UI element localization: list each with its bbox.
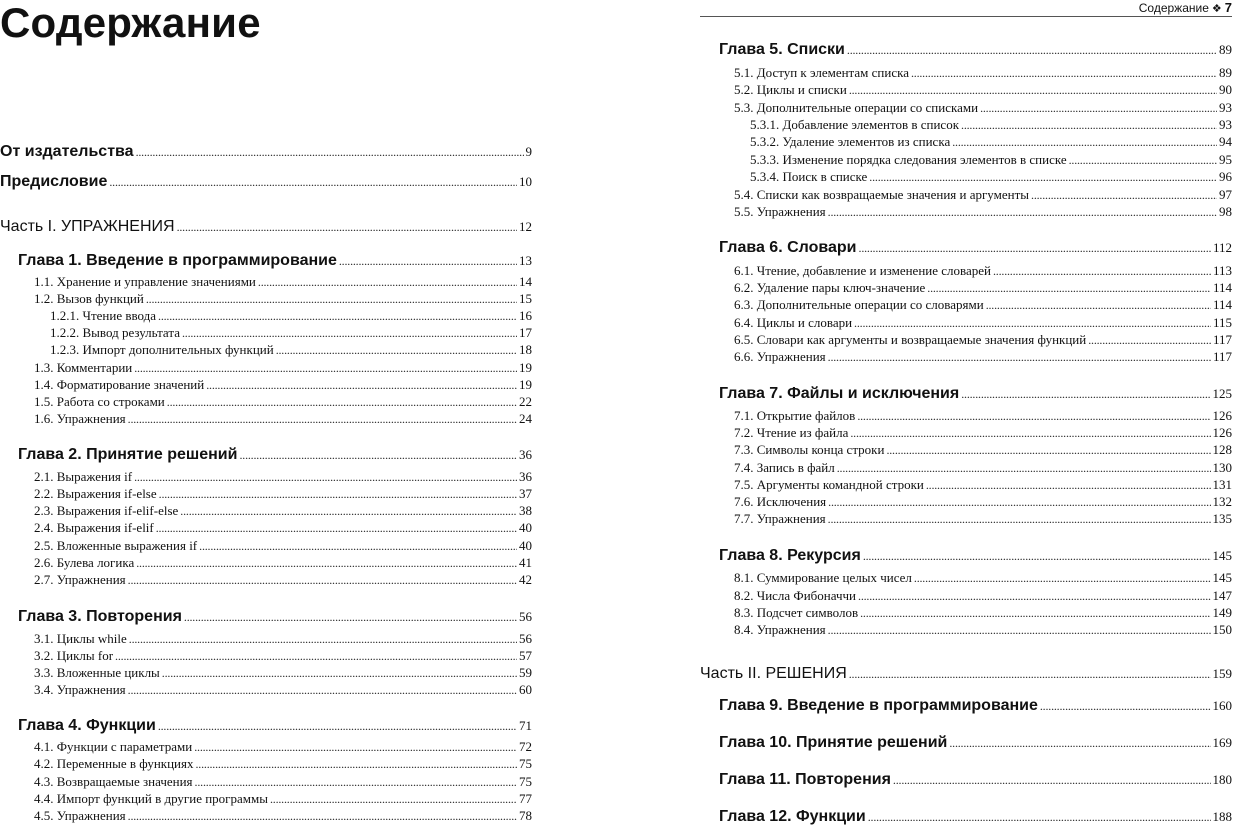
dot-leader xyxy=(828,512,1211,527)
toc-entry-label: 2.3. Выражения if-elif-else xyxy=(34,503,179,518)
dot-leader xyxy=(167,395,517,410)
toc-entry-page: 125 xyxy=(1212,386,1232,401)
dot-leader xyxy=(949,736,1210,751)
dot-leader xyxy=(859,241,1211,256)
dot-leader xyxy=(239,448,517,463)
toc-entry-page: 36 xyxy=(519,447,532,462)
toc-entry-sec xyxy=(734,425,1232,442)
toc-entry-page: 114 xyxy=(1212,297,1232,312)
toc-entry-chap xyxy=(719,734,1232,754)
dot-leader xyxy=(270,792,517,807)
toc-entry-label: 1.5. Работа со строками xyxy=(34,394,165,409)
dot-leader xyxy=(993,264,1211,279)
toc-entry-chap xyxy=(18,252,532,272)
running-head-title: Содержание xyxy=(1138,1,1209,15)
toc-entry-page: 93 xyxy=(1219,117,1232,132)
toc-entry-label: Часть I. УПРАЖНЕНИЯ xyxy=(0,218,175,235)
toc-entry-sec xyxy=(734,460,1232,477)
toc-entry-label: Глава 10. Принятие решений xyxy=(719,734,948,751)
toc-entry-label: Глава 3. Повторения xyxy=(18,608,182,625)
toc-entry-label: 3.3. Вложенные циклы xyxy=(34,665,160,680)
toc-entry-label: 4.5. Упражнения xyxy=(34,808,126,823)
toc-entry-label: 7.2. Чтение из файла xyxy=(734,425,849,440)
toc-entry-sub xyxy=(50,308,532,325)
dot-leader xyxy=(128,412,517,427)
dot-leader xyxy=(837,461,1211,476)
toc-entry-sec xyxy=(734,605,1232,622)
toc-entry-page: 40 xyxy=(519,538,532,553)
toc-entry-page: 149 xyxy=(1212,605,1232,620)
toc-entry-label: 6.2. Удаление пары ключ-значение xyxy=(734,280,926,295)
toc-entry-page: 15 xyxy=(519,291,532,306)
toc-entry-sec xyxy=(734,588,1232,605)
toc-entry-sec xyxy=(734,280,1232,297)
dot-leader xyxy=(828,623,1211,638)
toc-entry-page: 147 xyxy=(1212,588,1232,603)
toc-entry-label: 4.1. Функции с параметрами xyxy=(34,739,193,754)
dot-leader xyxy=(194,740,517,755)
toc-entry-sec xyxy=(734,349,1232,366)
toc-entry-page: 169 xyxy=(1212,735,1232,750)
dot-leader xyxy=(162,666,517,681)
toc-entry-sub xyxy=(750,117,1232,134)
dot-leader xyxy=(180,504,517,519)
toc-entry-label: 5.3.1. Добавление элементов в список xyxy=(750,117,960,132)
toc-entry-label: 5.4. Списки как возвращаемые значения и аргументы xyxy=(734,187,1030,202)
toc-entry-page: 90 xyxy=(1219,82,1232,97)
toc-entry-label: 4.3. Возвращаемые значения xyxy=(34,774,193,789)
dot-leader xyxy=(850,426,1210,441)
dot-leader xyxy=(961,387,1210,402)
toc-entry-label: 7.1. Открытие файлов xyxy=(734,408,856,423)
dot-leader xyxy=(860,606,1210,621)
toc-entry-page: 19 xyxy=(519,360,532,375)
dot-leader xyxy=(849,667,1211,682)
toc-entry-label: 1.2.1. Чтение ввода xyxy=(50,308,157,323)
dot-leader xyxy=(868,810,1211,825)
toc-entry-page: 60 xyxy=(519,682,532,697)
toc-entry-page: 98 xyxy=(1219,204,1232,219)
toc-entry-sec xyxy=(34,520,532,537)
toc-entry-page: 75 xyxy=(519,756,532,771)
toc-entry-sec xyxy=(734,408,1232,425)
toc-entry-sec xyxy=(34,572,532,589)
toc-entry-chap xyxy=(18,717,532,737)
toc-entry-label: 5.3.4. Поиск в списке xyxy=(750,169,868,184)
toc-entry-label: 1.2.2. Вывод результата xyxy=(50,325,180,340)
running-head xyxy=(700,2,1232,17)
dot-leader xyxy=(986,298,1211,313)
toc-entry-label: 1.2. Вызов функций xyxy=(34,291,144,306)
toc-entry-page: 75 xyxy=(519,774,532,789)
toc-entry-sec xyxy=(34,360,532,377)
toc-entry-label: Глава 1. Введение в программирование xyxy=(18,252,337,269)
toc-entry-page: 9 xyxy=(525,144,532,159)
toc-entry-sec xyxy=(34,555,532,572)
toc-entry-label: Часть II. РЕШЕНИЯ xyxy=(700,665,847,682)
dot-leader xyxy=(159,487,517,502)
toc-entry-page: 113 xyxy=(1212,263,1232,278)
toc-entry-page: 112 xyxy=(1212,240,1232,255)
dot-leader xyxy=(893,773,1211,788)
toc-entry-sec xyxy=(734,570,1232,587)
toc-entry-page: 135 xyxy=(1212,511,1232,526)
toc-entry-sec xyxy=(734,511,1232,528)
right-page xyxy=(700,0,1236,827)
toc-entry-sub xyxy=(750,152,1232,169)
toc-entry-label: 7.3. Символы конца строки xyxy=(734,442,885,457)
toc-entry-label: 7.4. Запись в файл xyxy=(734,460,835,475)
dot-leader xyxy=(828,495,1210,510)
toc-entry-sec xyxy=(34,808,532,825)
toc-entry-sec xyxy=(34,538,532,555)
toc-entry-page: 36 xyxy=(519,469,532,484)
toc-entry-page: 160 xyxy=(1212,698,1232,713)
toc-entry-label: Глава 7. Файлы и исключения xyxy=(719,385,960,402)
toc-entry-page: 19 xyxy=(519,377,532,392)
dot-leader xyxy=(182,326,517,341)
toc-entry-page: 24 xyxy=(519,411,532,426)
dot-leader xyxy=(911,66,1217,81)
dot-leader xyxy=(128,573,517,588)
left-page xyxy=(0,0,600,827)
toc-entry-sec xyxy=(34,648,532,665)
dot-leader xyxy=(206,378,517,393)
toc-entry-chap xyxy=(719,771,1232,791)
toc-entry-page: 38 xyxy=(519,503,532,518)
toc-entry-sub xyxy=(750,134,1232,151)
toc-entry-label: 1.4. Форматирование значений xyxy=(34,377,205,392)
toc-entry-page: 150 xyxy=(1212,622,1232,637)
toc-entry-top xyxy=(0,173,532,193)
toc-entry-label: 4.2. Переменные в функциях xyxy=(34,756,194,771)
toc-entry-page: 89 xyxy=(1219,65,1232,80)
page-number: 7 xyxy=(1224,0,1232,15)
toc-entry-page: 57 xyxy=(519,648,532,663)
toc-entry-sec xyxy=(734,65,1232,82)
toc-entry-sec xyxy=(734,263,1232,280)
toc-entry-sec xyxy=(734,332,1232,349)
toc-entry-sub xyxy=(50,342,532,359)
toc-entry-page: 97 xyxy=(1219,187,1232,202)
dot-leader xyxy=(828,205,1217,220)
toc-entry-page: 159 xyxy=(1212,666,1232,681)
toc-entry-chap xyxy=(18,608,532,628)
dot-leader xyxy=(184,610,517,625)
toc-entry-sec xyxy=(734,297,1232,314)
dot-leader xyxy=(1088,333,1211,348)
toc-entry-label: Глава 12. Функции xyxy=(719,808,866,825)
toc-entry-sec xyxy=(34,756,532,773)
toc-entry-label: 2.2. Выражения if-else xyxy=(34,486,157,501)
dot-leader xyxy=(158,309,517,324)
toc-entry-label: 4.4. Импорт функций в другие программы xyxy=(34,791,268,806)
toc-entry-label: 8.4. Упражнения xyxy=(734,622,826,637)
toc-entry-part xyxy=(0,218,532,238)
dot-leader xyxy=(134,470,517,485)
toc-entry-chap xyxy=(719,547,1232,567)
toc-entry-label: 6.5. Словари как аргументы и возвращаемые значения функций xyxy=(734,332,1087,347)
toc-entry-sub xyxy=(50,325,532,342)
toc-entry-chap xyxy=(719,385,1232,405)
toc-entry-page: 114 xyxy=(1212,280,1232,295)
dot-leader xyxy=(961,118,1217,133)
dot-leader xyxy=(136,556,517,571)
toc-entry-page: 96 xyxy=(1219,169,1232,184)
toc-entry-chap xyxy=(719,697,1232,717)
toc-entry-sec xyxy=(34,394,532,411)
toc-entry-page: 14 xyxy=(519,274,532,289)
dot-leader xyxy=(886,443,1210,458)
dot-leader xyxy=(849,83,1217,98)
toc-entry-sec xyxy=(34,682,532,699)
toc-entry-label: От издательства xyxy=(0,143,134,160)
toc-entry-page: 126 xyxy=(1212,425,1232,440)
dot-leader xyxy=(1040,699,1211,714)
toc-entry-label: 8.1. Суммирование целых чисел xyxy=(734,570,912,585)
ornament-icon: ❖ xyxy=(1211,3,1222,15)
toc-entry-sec xyxy=(734,494,1232,511)
toc-entry-page: 132 xyxy=(1212,494,1232,509)
toc-entry-label: 8.2. Числа Фибоначчи xyxy=(734,588,857,603)
toc-entry-page: 37 xyxy=(519,486,532,501)
dot-leader xyxy=(128,683,517,698)
toc-entry-label: Глава 11. Повторения xyxy=(719,771,891,788)
toc-entry-page: 94 xyxy=(1219,134,1232,149)
dot-leader xyxy=(129,632,517,647)
toc-entry-sec xyxy=(34,291,532,308)
toc-entry-page: 117 xyxy=(1212,332,1232,347)
toc-entry-label: 2.7. Упражнения xyxy=(34,572,126,587)
toc-entry-page: 12 xyxy=(519,219,532,234)
toc-entry-label: Глава 8. Рекурсия xyxy=(719,547,861,564)
toc-entry-label: 5.3.3. Изменение порядка следования элементов в списке xyxy=(750,152,1067,167)
toc-entry-label: Глава 4. Функции xyxy=(18,717,156,734)
dot-leader xyxy=(177,220,517,235)
toc-entry-page: 18 xyxy=(519,342,532,357)
toc-entry-page: 78 xyxy=(519,808,532,823)
dot-leader xyxy=(927,281,1211,296)
toc-entry-label: 5.3. Дополнительные операции со списками xyxy=(734,100,979,115)
toc-entry-chap xyxy=(719,239,1232,259)
toc-entry-top xyxy=(0,143,532,163)
toc-entry-label: 2.5. Вложенные выражения if xyxy=(34,538,198,553)
toc-entry-page: 41 xyxy=(519,555,532,570)
dot-leader xyxy=(196,757,518,772)
toc-entry-label: 1.1. Хранение и управление значениями xyxy=(34,274,256,289)
dot-leader xyxy=(109,175,517,190)
toc-entry-page: 130 xyxy=(1212,460,1232,475)
toc-entry-sec xyxy=(734,622,1232,639)
toc-entry-label: 1.6. Упражнения xyxy=(34,411,126,426)
toc-entry-page: 89 xyxy=(1219,42,1232,57)
toc-entry-page: 40 xyxy=(519,520,532,535)
toc-entry-sec xyxy=(34,274,532,291)
toc-entry-page: 13 xyxy=(519,253,532,268)
toc-entry-page: 95 xyxy=(1219,152,1232,167)
page-title: Содержание xyxy=(0,0,261,46)
dot-leader xyxy=(1031,188,1217,203)
toc-entry-label: 7.7. Упражнения xyxy=(734,511,826,526)
toc-entry-label: 6.4. Циклы и словари xyxy=(734,315,853,330)
toc-entry-label: 6.6. Упражнения xyxy=(734,349,826,364)
dot-leader xyxy=(869,170,1217,185)
dot-leader xyxy=(156,521,517,536)
toc-entry-page: 180 xyxy=(1212,772,1232,787)
toc-entry-sec xyxy=(34,486,532,503)
toc-entry-page: 72 xyxy=(519,739,532,754)
dot-leader xyxy=(828,350,1211,365)
dot-leader xyxy=(199,539,517,554)
toc-entry-label: 7.6. Исключения xyxy=(734,494,827,509)
toc-entry-label: Глава 9. Введение в программирование xyxy=(719,697,1038,714)
toc-entry-sec xyxy=(34,411,532,428)
dot-leader xyxy=(134,361,517,376)
toc-entry-label: 6.3. Дополнительные операции со словарями xyxy=(734,297,984,312)
dot-leader xyxy=(926,478,1211,493)
dot-leader xyxy=(952,135,1217,150)
toc-entry-page: 10 xyxy=(519,174,532,189)
toc-entry-page: 17 xyxy=(519,325,532,340)
dot-leader xyxy=(339,254,517,269)
toc-entry-sub xyxy=(750,169,1232,186)
toc-entry-page: 22 xyxy=(519,394,532,409)
toc-entry-page: 145 xyxy=(1212,570,1232,585)
toc-entry-sec xyxy=(34,503,532,520)
toc-entry-label: 2.4. Выражения if-elif xyxy=(34,520,154,535)
toc-entry-page: 93 xyxy=(1219,100,1232,115)
toc-entry-page: 42 xyxy=(519,572,532,587)
dot-leader xyxy=(276,343,517,358)
dot-leader xyxy=(136,145,524,160)
toc-entry-sec xyxy=(34,665,532,682)
dot-leader xyxy=(158,719,517,734)
toc-entry-label: 3.1. Циклы while xyxy=(34,631,127,646)
toc-entry-label: Глава 2. Принятие решений xyxy=(18,446,238,463)
toc-entry-sec xyxy=(34,774,532,791)
toc-entry-label: 1.3. Комментарии xyxy=(34,360,133,375)
toc-entry-label: Глава 6. Словари xyxy=(719,239,857,256)
toc-entry-label: 5.3.2. Удаление элементов из списка xyxy=(750,134,951,149)
toc-entry-label: 2.6. Булева логика xyxy=(34,555,135,570)
toc-entry-sec xyxy=(734,187,1232,204)
toc-entry-part xyxy=(700,665,1232,685)
dot-leader xyxy=(863,549,1211,564)
dot-leader xyxy=(258,275,517,290)
toc-entry-page: 71 xyxy=(519,718,532,733)
toc-entry-label: 1.2.3. Импорт дополнительных функций xyxy=(50,342,274,357)
toc-entry-label: Глава 5. Списки xyxy=(719,41,845,58)
toc-entry-label: 3.2. Циклы for xyxy=(34,648,114,663)
dot-leader xyxy=(854,316,1211,331)
toc-entry-sec xyxy=(34,739,532,756)
dot-leader xyxy=(195,775,517,790)
toc-entry-page: 115 xyxy=(1212,315,1232,330)
toc-entry-sec xyxy=(34,469,532,486)
dot-leader xyxy=(115,649,517,664)
toc-entry-page: 56 xyxy=(519,609,532,624)
toc-entry-page: 131 xyxy=(1212,477,1232,492)
toc-entry-sec xyxy=(734,100,1232,117)
toc-entry-sec xyxy=(734,204,1232,221)
dot-leader xyxy=(980,101,1217,116)
toc-entry-label: 5.2. Циклы и списки xyxy=(734,82,847,97)
toc-entry-label: 3.4. Упражнения xyxy=(34,682,126,697)
toc-entry-page: 59 xyxy=(519,665,532,680)
toc-entry-label: Предисловие xyxy=(0,173,108,190)
toc-entry-sec xyxy=(34,631,532,648)
toc-entry-page: 16 xyxy=(519,308,532,323)
toc-entry-sec xyxy=(734,82,1232,99)
toc-entry-page: 145 xyxy=(1212,548,1232,563)
toc-entry-label: 7.5. Аргументы командной строки xyxy=(734,477,924,492)
dot-leader xyxy=(857,409,1210,424)
toc-entry-sec xyxy=(734,477,1232,494)
dot-leader xyxy=(146,292,517,307)
toc-entry-sec xyxy=(734,442,1232,459)
toc-entry-label: 5.1. Доступ к элементам списка xyxy=(734,65,909,80)
toc-entry-chap xyxy=(719,41,1232,61)
toc-entry-page: 77 xyxy=(519,791,532,806)
toc-entry-page: 126 xyxy=(1212,408,1232,423)
toc-entry-page: 128 xyxy=(1212,442,1232,457)
dot-leader xyxy=(128,809,517,824)
toc-entry-sec xyxy=(734,315,1232,332)
dot-leader xyxy=(914,571,1211,586)
toc-entry-label: 2.1. Выражения if xyxy=(34,469,133,484)
toc-entry-page: 188 xyxy=(1212,809,1232,824)
toc-entry-page: 56 xyxy=(519,631,532,646)
toc-entry-label: 6.1. Чтение, добавление и изменение словарей xyxy=(734,263,991,278)
toc-entry-sec xyxy=(34,791,532,808)
toc-entry-label: 5.5. Упражнения xyxy=(734,204,826,219)
dot-leader xyxy=(847,43,1217,58)
toc-entry-label: 8.3. Подсчет символов xyxy=(734,605,859,620)
toc-entry-sec xyxy=(34,377,532,394)
dot-leader xyxy=(1069,153,1217,168)
toc-entry-page: 117 xyxy=(1212,349,1232,364)
toc-entry-chap xyxy=(18,446,532,466)
toc-entry-chap xyxy=(719,808,1232,828)
dot-leader xyxy=(858,589,1210,604)
